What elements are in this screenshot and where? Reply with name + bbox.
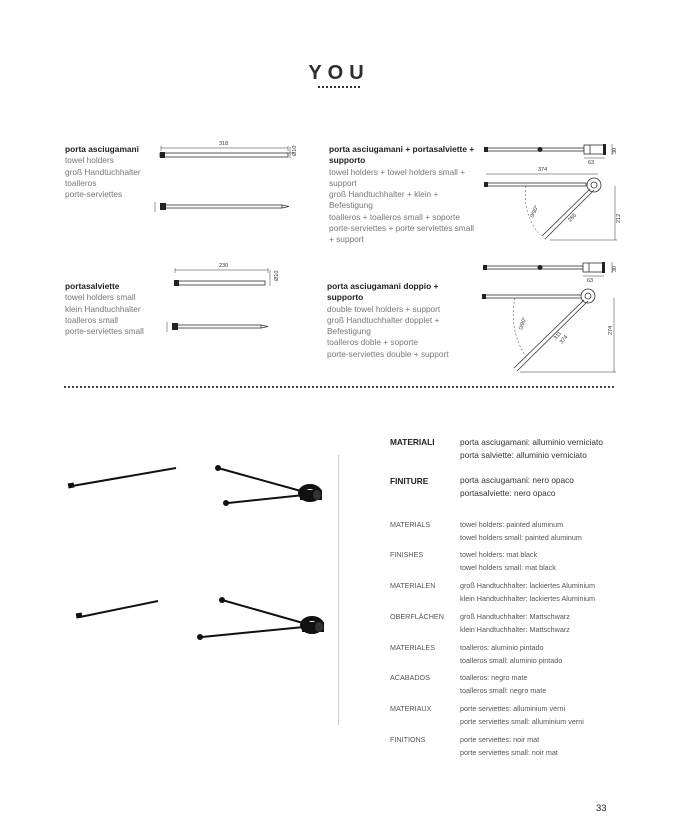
dim-combo-support: 63	[588, 160, 595, 166]
lang-label: MATERIALEN	[390, 581, 436, 590]
product-line: toalleros small	[65, 314, 119, 325]
lang-label: FINISHES	[390, 550, 424, 559]
dim-bar1-dia: Ø10	[292, 145, 298, 156]
drawing-double-top	[483, 262, 612, 276]
product-line: towel holders small	[65, 292, 136, 303]
lang-values	[460, 672, 546, 697]
lang-value: groß Handtuchhalter: Mattschwarz	[460, 612, 570, 621]
product-heading: porta asciugamani + portasalviette + supporto	[329, 144, 475, 166]
product-line: porte-serviettes small	[65, 326, 144, 337]
spec-divider	[338, 455, 339, 725]
product-line: klein Handtuchhalter	[65, 303, 141, 314]
spec-value: portasalviette: nero opaco	[460, 487, 556, 498]
lang-label: MATERIALS	[390, 520, 431, 529]
product-line: toalleros	[65, 177, 97, 188]
product-line: towel holders + towel holders small + support	[329, 166, 466, 188]
lang-label: MATERIAUX	[390, 704, 432, 713]
render-towel-holder	[68, 468, 176, 488]
lang-value: toalleros small: aluminio pintado	[460, 655, 563, 665]
drawing-towel-holder-small-top	[174, 268, 270, 286]
render-combo	[215, 465, 322, 506]
lang-label: MATERIALES	[390, 643, 435, 652]
dim-double-height: 274	[608, 325, 614, 335]
render-double	[197, 597, 324, 640]
product-line: porte-serviettes double + support	[327, 348, 449, 359]
section-divider	[64, 386, 614, 388]
dim-combo-length: 374	[538, 167, 548, 173]
dim-combo-height: 212	[616, 213, 622, 223]
drawing-combo-top	[484, 144, 612, 158]
product-line: double towel holders + support	[327, 303, 441, 314]
technical-drawings	[0, 0, 678, 390]
product-line: porte-serviettes + porte serviettes small + support	[329, 223, 475, 245]
dim-combo-top: 30	[612, 147, 618, 154]
product-line: toalleros doble + soporte	[327, 337, 419, 348]
dim-double-d1: 311	[552, 330, 564, 342]
lang-value: towel holders: painted aluminum	[460, 520, 564, 529]
page-title: YOU	[308, 62, 370, 84]
lang-value: towel holders: mat black	[460, 550, 538, 559]
drawing-combo-angled	[484, 174, 617, 240]
lang-value: porte serviettes: alluminium verni	[460, 704, 566, 713]
lang-value: towel holders small: mat black	[460, 562, 556, 572]
lang-values	[460, 580, 595, 605]
lang-label: OBERFLÄCHEN	[390, 612, 444, 621]
product-heading: porta asciugamani	[65, 144, 140, 154]
lang-values	[460, 611, 570, 636]
lang-value: klein Handtuchhalter: Mattschwarz	[460, 624, 570, 634]
drawing-towel-holder-side	[155, 202, 289, 212]
product-line: towel holders	[65, 155, 114, 166]
dim-double-d2: 374	[558, 334, 570, 346]
product-line: groß Handtuchhalter + klein + Befestigung	[329, 189, 439, 211]
product-line: toalleros + toalleros small + soporte	[329, 211, 460, 222]
lang-value: towel holders small: painted aluminum	[460, 532, 582, 542]
lang-values	[460, 703, 584, 728]
lang-label: ACABADOS	[390, 673, 430, 682]
product-heading: porta asciugamani doppio + supporto	[327, 281, 439, 303]
drawing-towel-holder-top	[160, 146, 294, 158]
product-line: porte-serviettes	[65, 189, 123, 200]
lang-values	[460, 519, 582, 544]
spec-materiali-label: MATERIALI	[390, 437, 435, 447]
spec-materiali-values	[460, 436, 603, 461]
lang-value: porte serviettes: noir mat	[460, 735, 540, 744]
lang-label: FINITIONS	[390, 735, 426, 744]
lang-values	[460, 549, 556, 574]
product-heading: portasalviette	[65, 281, 120, 291]
product-renders	[60, 455, 330, 655]
product-line: groß Handtuchhalter	[65, 166, 141, 177]
lang-value: toalleros small: negro mate	[460, 685, 547, 695]
lang-value: toalleros: aluminio pintado	[460, 643, 544, 652]
dim-combo-angle: 0/90°	[529, 204, 541, 219]
drawing-towel-holder-small-side	[167, 322, 268, 332]
lang-value: porte serviettes small: alluminium verni	[460, 716, 584, 726]
lang-value: groß Handtuchhalter: lackiertes Aluminium	[460, 581, 596, 590]
spec-value: porta asciugamani: alluminio verniciato	[460, 437, 603, 447]
lang-value: klein Handtuchhalter: lackiertes Aluminium	[460, 593, 596, 603]
spec-value: porta asciugamani: nero opaco	[460, 475, 574, 485]
render-towel-holder-small	[76, 601, 158, 618]
lang-value: porte serviettes small: noir mat	[460, 747, 558, 757]
product-line: groß Handtuchhalter dopplet + Befestigung	[327, 314, 440, 337]
dim-bar2-length: 230	[219, 263, 229, 269]
drawing-double-angled	[482, 289, 616, 372]
dim-double-angle: 0/90°	[518, 316, 529, 331]
spec-value: porta salviette: alluminio verniciato	[460, 449, 587, 460]
lang-values	[460, 642, 562, 667]
dim-bar2-dia: Ø10	[274, 270, 280, 281]
dim-bar1-length: 318	[219, 141, 229, 147]
dim-combo-diag: 286	[567, 212, 578, 224]
spec-finiture-label: FINITURE	[390, 476, 429, 486]
lang-values	[460, 734, 558, 759]
dim-double-support: 63	[587, 278, 594, 284]
dim-double-top: 30	[612, 265, 618, 272]
page-number: 33	[596, 803, 607, 814]
spec-finiture-values	[460, 474, 574, 499]
lang-value: toalleros: negro mate	[460, 673, 528, 682]
